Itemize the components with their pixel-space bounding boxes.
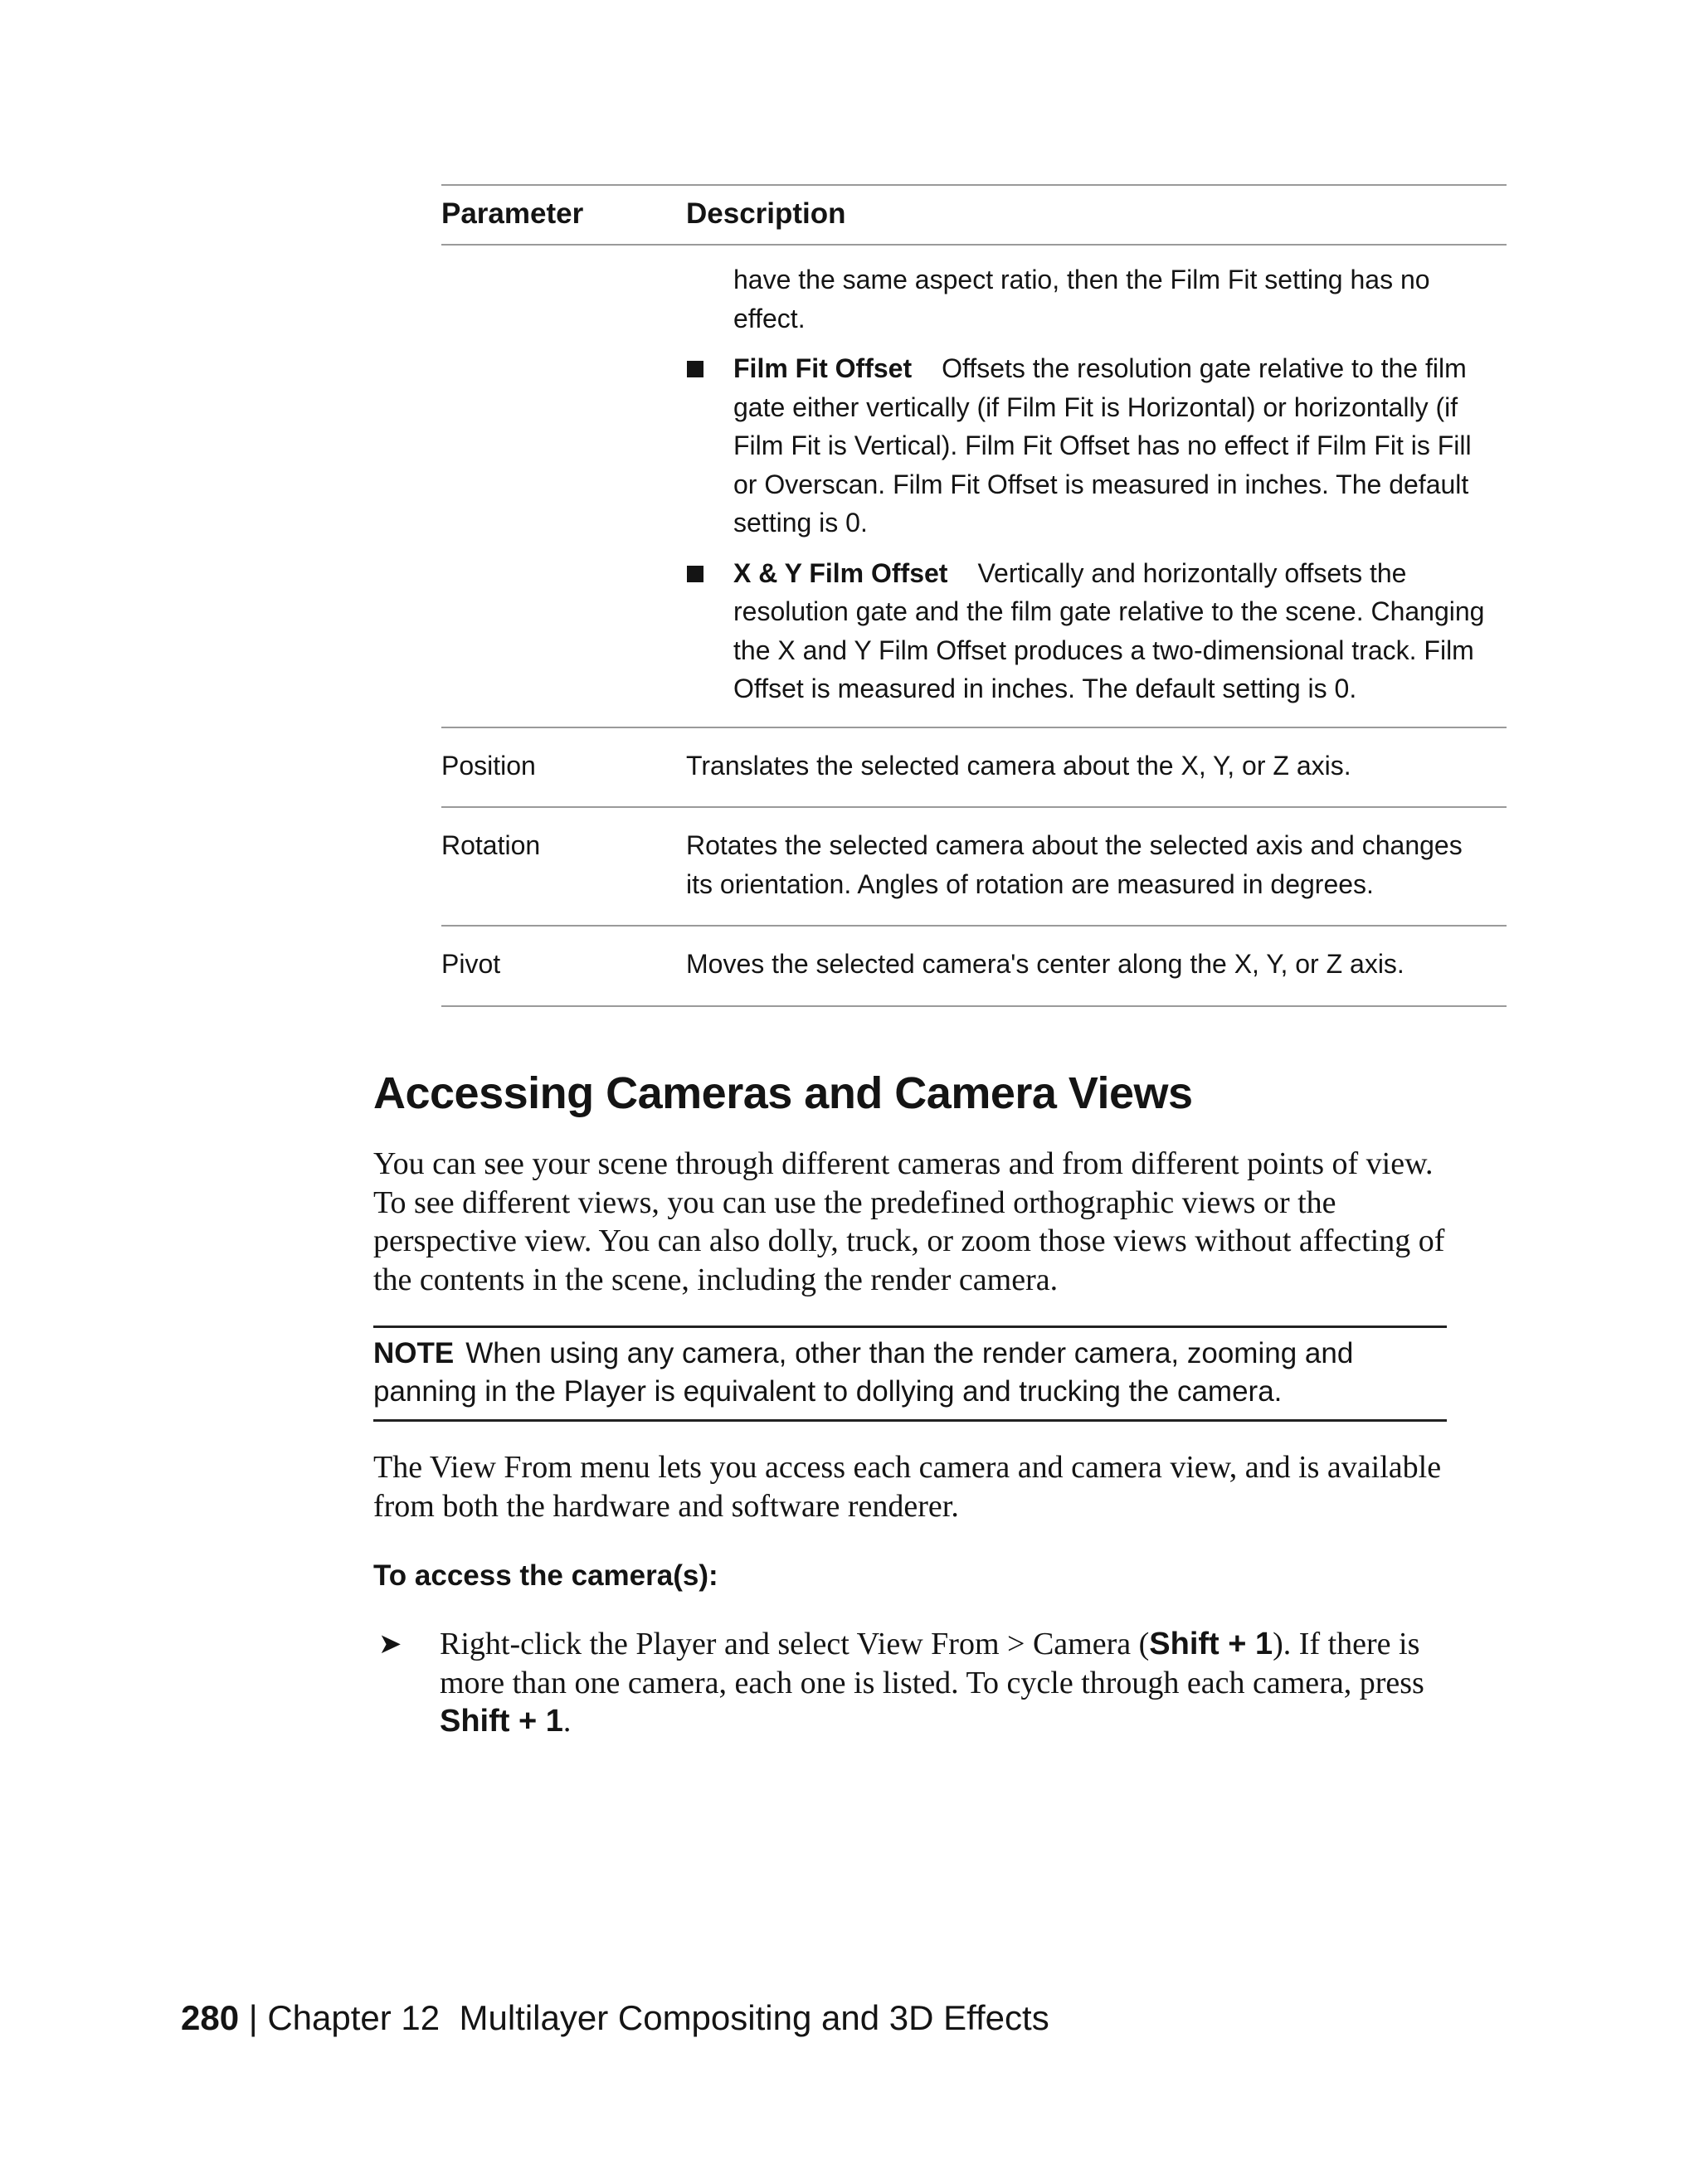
- section-accessing-cameras: [373, 1063, 1447, 1741]
- bullet-term: Film Fit Offset: [733, 353, 913, 383]
- bullet-text: Offsets the resolution gate relative to the film gate either vertically (if Film Fit is Horizontal) or horizontally (if Film Fit is Vertical). Film Fit Offset has no effect if Film Fit is Fill or Overscan. Film Fit Offset is measured in inches. The default setting is 0.: [733, 353, 1472, 537]
- row-parameter: Rotation: [441, 830, 541, 860]
- header-description: Description: [686, 197, 846, 230]
- table-header: [441, 186, 1507, 244]
- step-text: ). If there is more than one camera, each one is listed. To cycle through each camera, press: [440, 1627, 1424, 1700]
- menu-paragraph: The View From menu lets you access each camera and camera view, and is available from both the hardware and software renderer.: [373, 1450, 1442, 1524]
- bullet-xy-film-offset: [441, 554, 1507, 708]
- chapter-label: Chapter 12: [267, 1998, 441, 2037]
- procedure-step: [373, 1625, 1447, 1741]
- bullet-square-icon: [687, 361, 703, 377]
- note-label: NOTE: [373, 1337, 455, 1369]
- continued-row: [441, 246, 1507, 727]
- page-footer: [181, 1995, 1049, 2041]
- row-description: Rotates the selected camera about the selected axis and changes its orientation. Angles of rotation are measured in degrees.: [686, 830, 1463, 899]
- table-row-position: [441, 728, 1507, 807]
- procedure-title: To access the camera(s):: [373, 1559, 718, 1592]
- arrow-bullet-icon: ➤: [378, 1627, 402, 1661]
- note-box: [373, 1325, 1447, 1422]
- table-row-pivot: [441, 927, 1507, 1005]
- note-text: When using any camera, other than the render camera, zooming and panning in the Player is equivalent to dollying and trucking the camera.: [373, 1337, 1354, 1408]
- parameter-table: [441, 184, 1507, 1007]
- shortcut-key: Shift + 1: [1149, 1627, 1273, 1661]
- step-text: Right-click the Player and select View From > Camera (: [440, 1627, 1150, 1661]
- section-title: Accessing Cameras and Camera Views: [373, 1068, 1193, 1118]
- footer-separator: |: [248, 1998, 258, 2037]
- page-number: 280: [181, 1998, 240, 2037]
- row-parameter: Pivot: [441, 949, 501, 979]
- row-description: Moves the selected camera's center along the X, Y, or Z axis.: [686, 949, 1404, 979]
- continued-text: have the same aspect ratio, then the Film Fit setting has no effect.: [733, 265, 1430, 333]
- intro-paragraph: You can see your scene through different cameras and from different points of view. To see different views, you can use the predefined orthographic views or the perspective view. You can also dolly, truck, or zoom those views without affecting of the contents in the scene, including the render camera.: [373, 1146, 1445, 1297]
- bullet-square-icon: [687, 566, 703, 582]
- row-description: Translates the selected camera about the X, Y, or Z axis.: [686, 750, 1351, 781]
- bullet-film-fit-offset: [441, 349, 1507, 542]
- chapter-title: Multilayer Compositing and 3D Effects: [459, 1998, 1049, 2037]
- bullet-term: X & Y Film Offset: [733, 557, 948, 588]
- table-bottom-rule: [441, 1005, 1507, 1007]
- table-row-rotation: [441, 808, 1507, 925]
- row-parameter: Position: [441, 750, 536, 781]
- bullet-text: Vertically and horizontally offsets the resolution gate and the film gate relative to the scene. Changing the X and Y Film Offset produces a two-dimensional track. Film Offset is measured in inches. The default setting is 0.: [733, 557, 1485, 703]
- shortcut-key: Shift + 1: [440, 1704, 563, 1739]
- step-text: .: [562, 1704, 572, 1739]
- header-parameter: Parameter: [441, 197, 584, 230]
